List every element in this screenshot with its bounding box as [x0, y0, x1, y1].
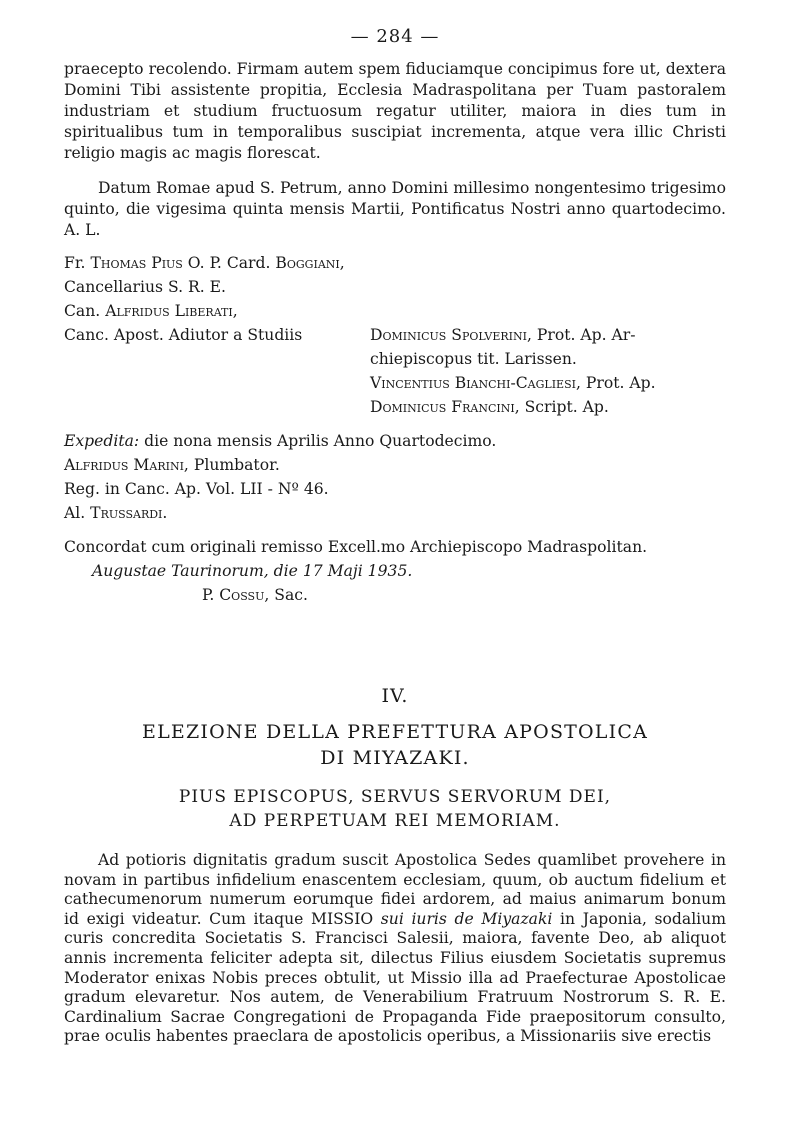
expedita-line: Expedita: die nona mensis Aprilis Anno Quartodecimo.: [64, 432, 497, 450]
concordat-block: [64, 535, 726, 607]
signature-liberati: Can. Alfridus Liberati,: [64, 302, 238, 320]
signature-protonotaries: [370, 323, 726, 419]
signature-spolverini: Dominicus Spolverini, Prot. Ap. Ar-: [370, 326, 636, 344]
trussardi-line: Al. Trussardi.: [64, 504, 168, 522]
signature-bianchi: Vincentius Bianchi-Cagliesi, Prot. Ap.: [370, 374, 656, 392]
bull-heading: [64, 785, 726, 833]
section-number: IV.: [381, 685, 409, 707]
signature-francini: Dominicus Francini, Script. Ap.: [370, 398, 609, 416]
page-number: — 284 —: [350, 26, 440, 47]
section-title-line1: ELEZIONE DELLA PREFETTURA APOSTOLICA: [142, 721, 648, 743]
section-title: [64, 719, 726, 771]
plumbator-line: Alfridus Marini, Plumbator.: [64, 456, 280, 474]
signature-row-adiutor: [64, 323, 726, 419]
signature-cardinal: Fr. Thomas Pius O. P. Card. Boggiani,: [64, 254, 345, 272]
signature-block: [64, 251, 726, 419]
concordat-date: Augustae Taurinorum, die 17 Maji 1935.: [92, 562, 413, 580]
concordat-line: Concordat cum originali remisso Excell.mo Archiepiscopo Madraspolitan.: [64, 538, 648, 556]
concordat-signature: P. Cossu, Sac.: [202, 586, 308, 604]
signature-adiutor-label: Canc. Apost. Adiutor a Studiis: [64, 326, 303, 344]
signature-spolverini-title: chiepiscopus tit. Larissen.: [370, 350, 577, 368]
paragraph-datum: Datum Romae apud S. Petrum, anno Domini millesimo nongentesimo trigesimo quinto, die vigesima quinta mensis Martii, Pontificatus Nostri anno quartodecimo. A. L.: [64, 179, 726, 239]
signature-cancellarius: Cancellarius S. R. E.: [64, 278, 226, 296]
section-title-line2: DI MIYAZAKI.: [320, 747, 470, 769]
bull-heading-line1: PIUS EPISCOPUS, SERVUS SERVORUM DEI,: [178, 787, 612, 807]
bull-body-paragraph: Ad potioris dignitatis gradum suscit Apostolica Sedes quamlibet provehere in novam in partibus infidelium enascentem ecclesiam, quum, ob auctum fidelium et cathecumenorum numerum eorumque fidei ardorem, ad maius animarum bonum id exigi videatur. Cum itaque MISSIO sui iuris de Miyazaki in Japonia, sodalium curis concredita Societatis S. Francisci Salesii, maiora, favente Deo, ab aliquot annis incrementa feliciter adepta sit, dilectus Filius eiusdem Societatis supremus Moderator enixas Nobis preces obtulit, ut Missio illa ad Praefecturae Apostolicae gradum elevaretur. Nos autem, de Venerabilium Fratruum Nostrorum S. R. E. Cardinalium Sacrae Congregationi de Propaganda Fide praepositorum consulto, prae oculis habentes praeclara de apostolicis operibus, a Missionariis sive erectis: [64, 851, 727, 1046]
paragraph-closing: praecepto recolendo. Firmam autem spem fiduciamque concipimus fore ut, dextera Domini Tibi assistente propitia, Ecclesia Madraspolitana per Tuam pastoralem industriam et studium fructuosum regatur utiliter, maiora in dies tum in spiritualibus tum in temporalibus suscipiat incrementa, atque vera illic Christi religio magis ac magis florescat.: [64, 60, 726, 162]
bull-heading-line2: AD PERPETUAM REI MEMORIAM.: [229, 811, 561, 831]
document-page: [64, 26, 726, 1047]
expedita-block: [64, 429, 726, 525]
register-line: Reg. in Canc. Ap. Vol. LII - Nº 46.: [64, 480, 329, 498]
